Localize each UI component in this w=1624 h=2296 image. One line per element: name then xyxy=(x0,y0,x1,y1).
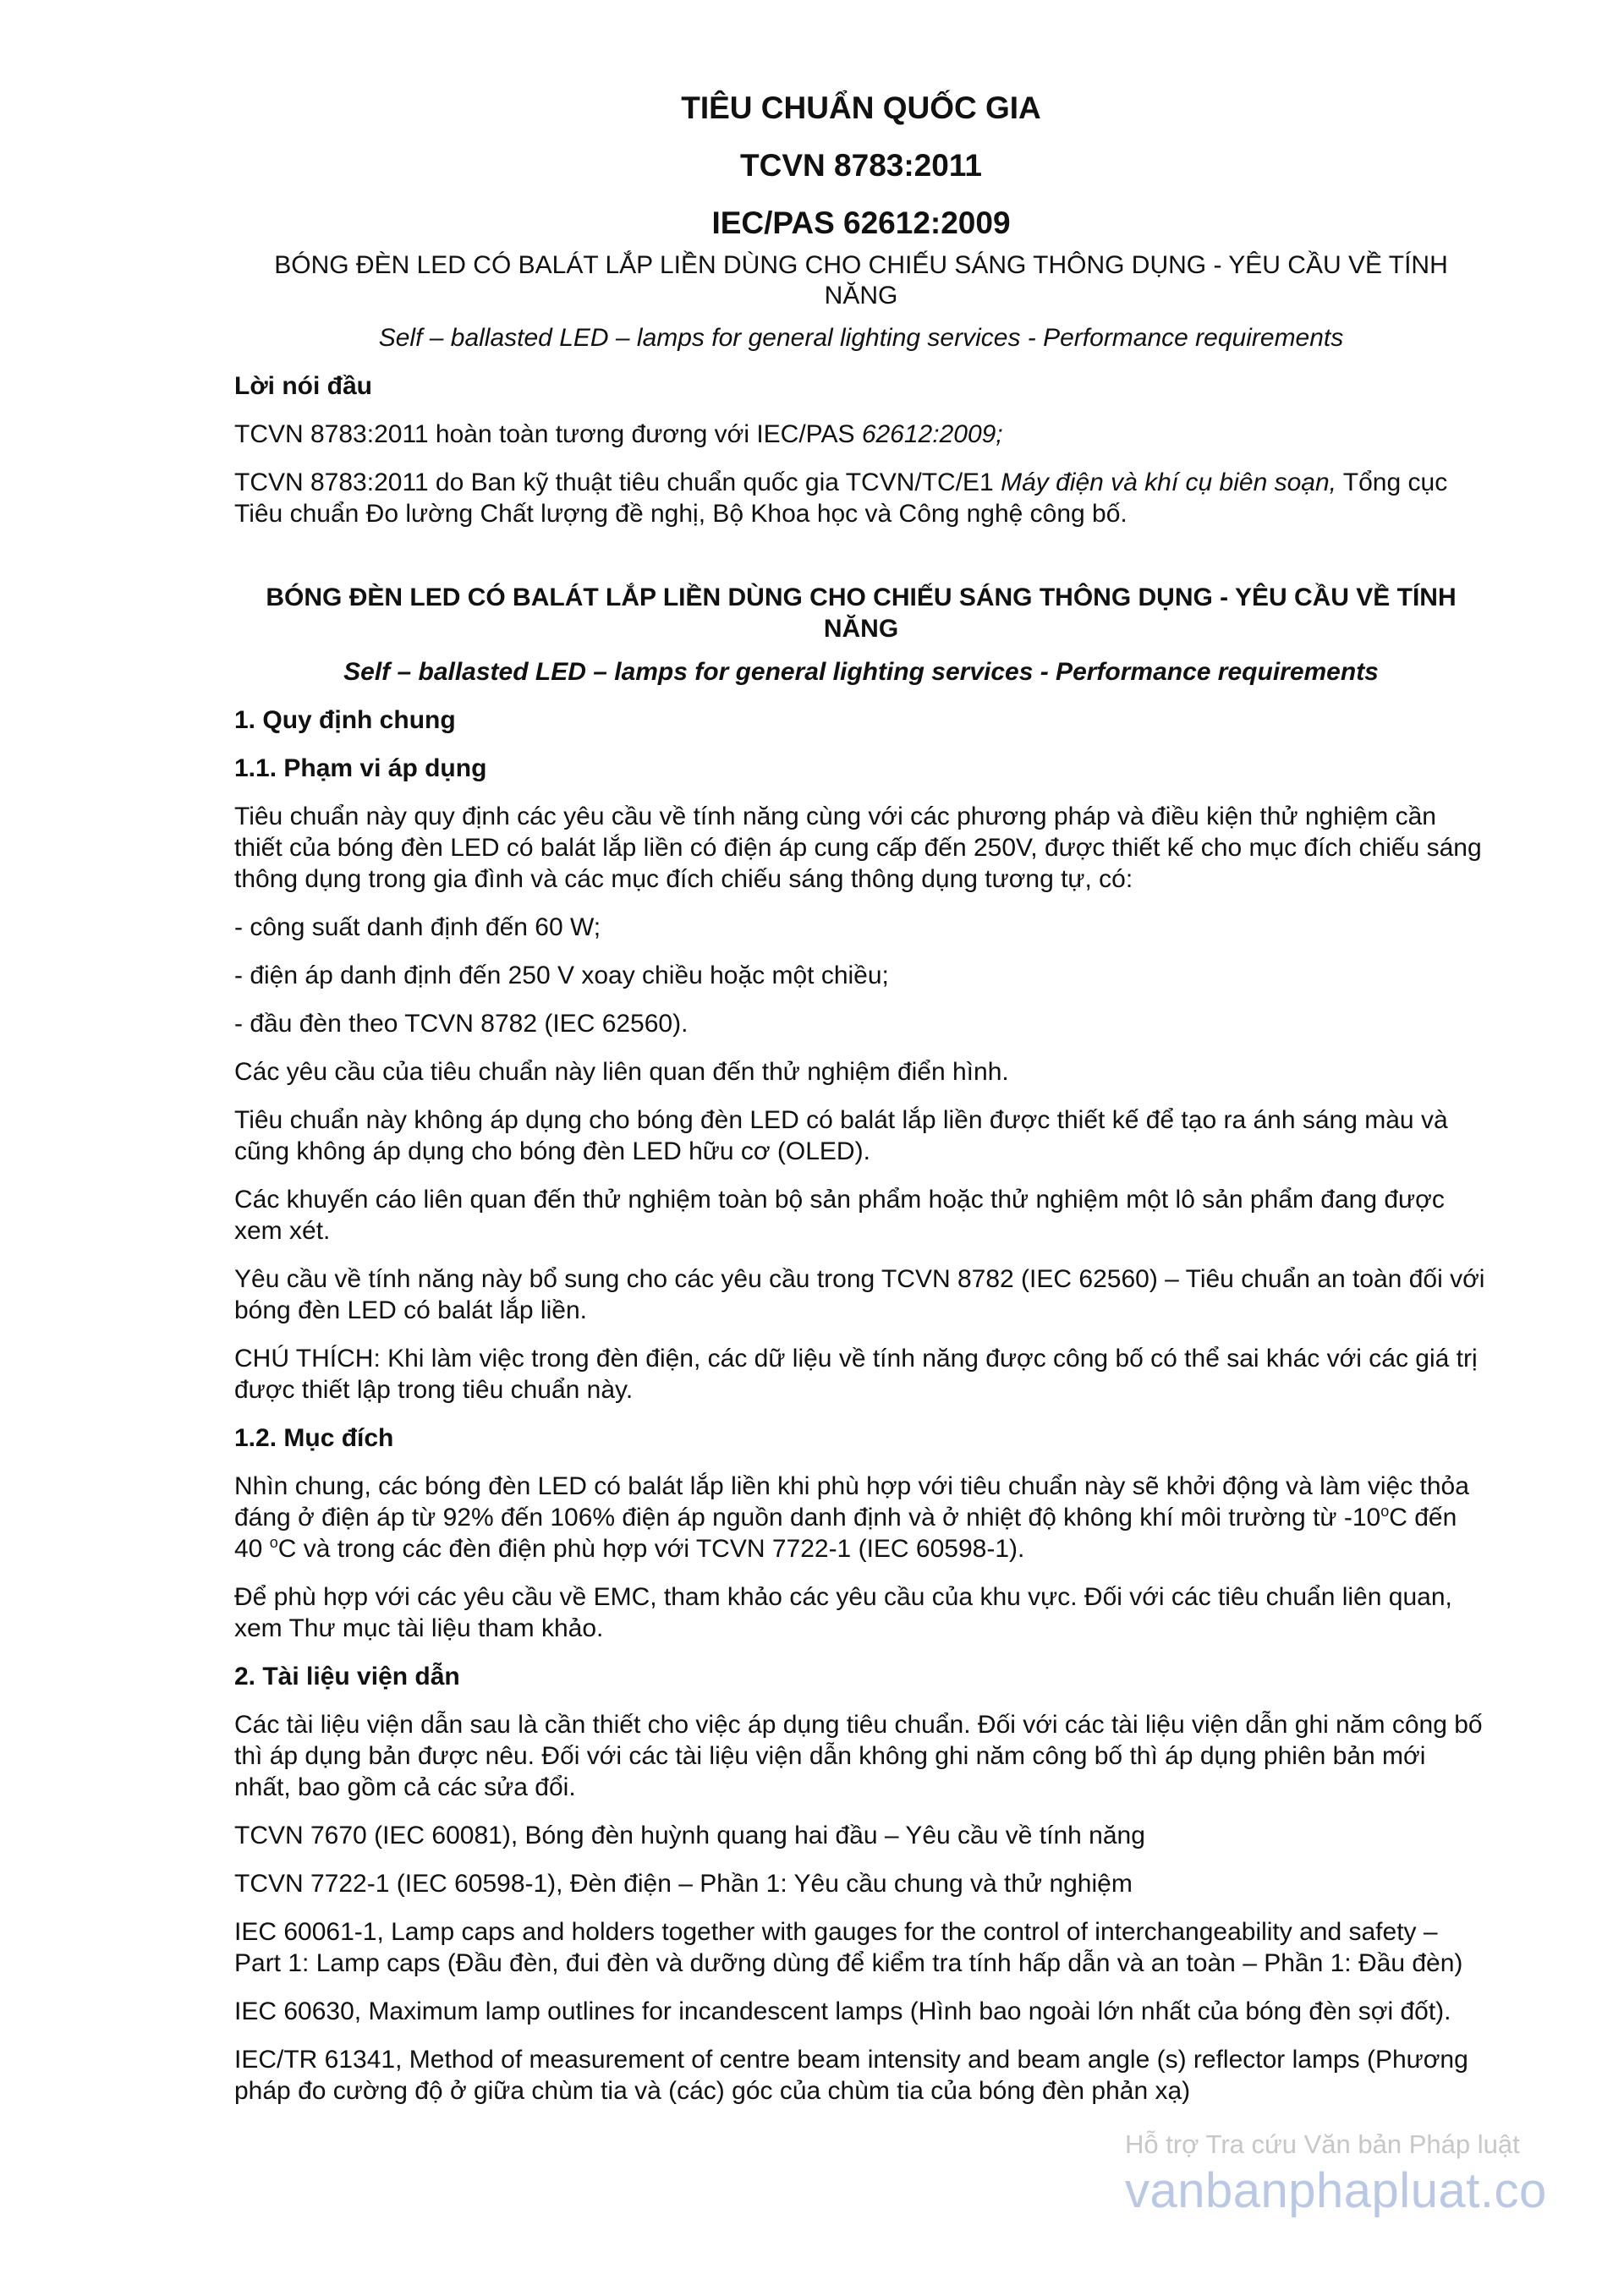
watermark-site-link[interactable]: vanbanphapluat.co xyxy=(1125,2163,1547,2218)
foreword-p1-text: TCVN 8783:2011 hoàn toàn tương đương với IEC/PAS xyxy=(234,420,862,448)
scope-list-item-1: - công suất danh định đến 60 W; xyxy=(234,913,601,941)
reference-item-2: TCVN 7722-1 (IEC 60598-1), Đèn điện – Phần 1: Yêu cầu chung và thử nghiệm xyxy=(234,1870,1133,1898)
title-national-standard: TIÊU CHUẨN QUỐC GIA xyxy=(681,90,1041,125)
purpose-paragraph-2: Để phù hợp với các yêu cầu về EMC, tham khảo các yêu cầu của khu vực. Đối với các tiêu chuẩn liên quan, xem Thư mục tài liệu tham khảo. xyxy=(234,1583,1452,1642)
scope-note: CHÚ THÍCH: Khi làm việc trong đèn điện, các dữ liệu về tính năng được công bố có thể sai khác với các giá trị được thiết lập trong tiêu chuẩn này. xyxy=(234,1345,1478,1404)
document-content xyxy=(234,90,1488,2123)
purpose-paragraph-1 xyxy=(234,1471,1488,1564)
scope-list-item-3: - đầu đèn theo TCVN 8782 (IEC 62560). xyxy=(234,1010,689,1038)
title-iec-code: IEC/PAS 62612:2009 xyxy=(711,205,1011,240)
section-2-heading: 2. Tài liệu viện dẫn xyxy=(234,1663,460,1690)
scope-paragraph-4: Các khuyến cáo liên quan đến thử nghiệm toàn bộ sản phẩm hoặc thử nghiệm một lô sản phẩm đang được xem xét. xyxy=(234,1186,1445,1245)
watermark-tagline: Hỗ trợ Tra cứu Văn bản Pháp luật xyxy=(1125,2129,1520,2159)
reference-item-5: IEC/TR 61341, Method of measurement of centre beam intensity and beam angle (s) reflector lamps (Phương pháp đo cường độ ở giữa chùm tia và (các) góc của chùm tia của bóng đèn phản xạ) xyxy=(234,2046,1468,2105)
foreword-p2-text: TCVN 8783:2011 do Ban kỹ thuật tiêu chuẩn quốc gia TCVN/TC/E1 xyxy=(234,469,1001,496)
section-1-1-heading: 1.1. Phạm vi áp dụng xyxy=(234,754,487,782)
scope-list-item-2: - điện áp danh định đến 250 V xoay chiều hoặc một chiều; xyxy=(234,962,889,989)
scope-paragraph-1: Tiêu chuẩn này quy định các yêu cầu về tính năng cùng với các phương pháp và điều kiện thử nghiệm cần thiết của bóng đèn LED có balát lắp liền có điện áp cung cấp đến 250V, được thiết kế cho mục đích chiếu sáng thông dụng trong gia đình và các mục đích chiếu sáng thông dụng tương tự, có: xyxy=(234,803,1482,893)
section-1-heading: 1. Quy định chung xyxy=(234,706,456,734)
degree-symbol: o xyxy=(1380,1503,1390,1520)
foreword-p1-italic: 62612:2009; xyxy=(861,420,1003,448)
scope-paragraph-5: Yêu cầu về tính năng này bổ sung cho các yêu cầu trong TCVN 8782 (IEC 62560) – Tiêu chuẩn an toàn đối với bóng đèn LED có balát lắp liền. xyxy=(234,1265,1485,1324)
section-1-2-heading: 1.2. Mục đích xyxy=(234,1424,394,1452)
purpose-p1-text-a: Nhìn chung, các bóng đèn LED có balát lắp liền khi phù hợp với tiêu chuẩn này sẽ khởi động và làm việc thỏa đáng ở điện áp từ 92% đến 106% điện áp nguồn danh định và ở nhiệt độ không khí môi trường từ -10 xyxy=(234,1472,1469,1532)
purpose-p1-text-c: C và trong các đèn điện phù hợp với TCVN 7722-1 (IEC 60598-1). xyxy=(277,1535,1025,1563)
foreword-p2-rest: Tổng cục Tiêu chuẩn Đo lường Chất lượng đề nghị, Bộ Khoa học và Công nghệ công bố. xyxy=(234,469,1448,528)
scope-paragraph-2: Các yêu cầu của tiêu chuẩn này liên quan đến thử nghiệm điển hình. xyxy=(234,1058,1009,1086)
scope-paragraph-3: Tiêu chuẩn này không áp dụng cho bóng đèn LED có balát lắp liền được thiết kế để tạo ra ánh sáng màu và cũng không áp dụng cho bóng đèn LED hữu cơ (OLED). xyxy=(234,1106,1448,1165)
reference-item-1: TCVN 7670 (IEC 60081), Bóng đèn huỳnh quang hai đầu – Yêu cầu về tính năng xyxy=(234,1822,1145,1849)
body-title-english: Self – ballasted LED – lamps for general lighting services - Performance requirements xyxy=(343,658,1379,686)
reference-item-4: IEC 60630, Maximum lamp outlines for incandescent lamps (Hình bao ngoài lớn nhất của bóng đèn sợi đốt). xyxy=(234,1997,1451,2025)
purpose-p1-text-b: C đến 40 xyxy=(234,1504,1457,1563)
references-intro: Các tài liệu viện dẫn sau là cần thiết cho việc áp dụng tiêu chuẩn. Đối với các tài liệu viện dẫn ghi năm công bố thì áp dụng bản được nêu. Đối với các tài liệu viện dẫn không ghi năm công bố thì áp dụng phiên bản mới nhất, bao gồm cả các sửa đổi. xyxy=(234,1711,1483,1801)
subtitle-english: Self – ballasted LED – lamps for general lighting services - Performance requirements xyxy=(378,324,1344,352)
title-tcvn-code: TCVN 8783:2011 xyxy=(740,148,982,183)
foreword-paragraph-1 xyxy=(234,419,1488,450)
degree-symbol: o xyxy=(269,1534,278,1551)
foreword-paragraph-2 xyxy=(234,467,1488,529)
reference-item-3: IEC 60061-1, Lamp caps and holders together with gauges for the control of interchangeability and safety – Part 1: Lamp caps (Đầu đèn, đui đèn và dưỡng dùng để kiểm tra tính hấp dẫn và an toàn – Phần 1: Đầu đèn) xyxy=(234,1918,1463,1977)
foreword-p2-italic: Máy điện và khí cụ biên soạn, xyxy=(1001,469,1336,496)
subtitle-vietnamese: BÓNG ĐÈN LED CÓ BALÁT LẮP LIỀN DÙNG CHO CHIẾU SÁNG THÔNG DỤNG - YÊU CẦU VỀ TÍNH NĂNG xyxy=(274,251,1448,310)
foreword-heading: Lời nói đầu xyxy=(234,372,372,400)
body-title-vietnamese: BÓNG ĐÈN LED CÓ BALÁT LẮP LIỀN DÙNG CHO CHIẾU SÁNG THÔNG DỤNG - YÊU CẦU VỀ TÍNH NĂNG xyxy=(266,584,1457,643)
spacer xyxy=(234,546,1488,582)
